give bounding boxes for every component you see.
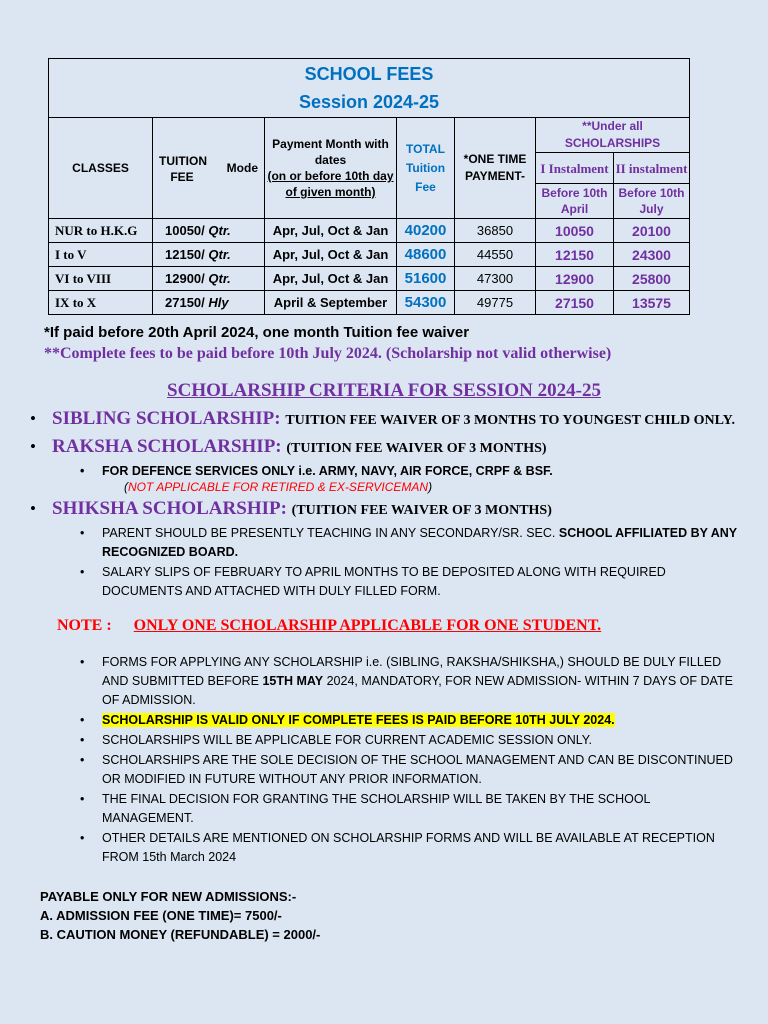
class-cell: IX to X	[49, 291, 153, 315]
table-row	[49, 243, 690, 267]
col-inst1: I Instalment	[536, 153, 614, 184]
inst1-cell: 12150	[536, 243, 614, 267]
bullet: •	[30, 409, 36, 428]
fees-title	[49, 59, 690, 118]
rule-3-text: SCHOLARSHIPS WILL BE APPLICABLE FOR CURRENT ACADEMIC SESSION ONLY.	[102, 733, 592, 747]
tuition-fee: 10050/	[165, 223, 205, 238]
col-inst2-date: Before 10th July	[614, 184, 690, 219]
raksha-point-text: FOR DEFENCE SERVICES ONLY i.e. ARMY, NAVY, AIR FORCE, CRPF & BSF.	[102, 464, 553, 478]
onetime-cell: 36850	[455, 219, 536, 243]
raksha-point: • FOR DEFENCE SERVICES ONLY i.e. ARMY, NAVY, AIR FORCE, CRPF & BSF.	[80, 462, 740, 481]
shiksha-point-2: • SALARY SLIPS OF FEBRUARY TO APRIL MONTHS TO BE DEPOSITED ALONG WITH REQUIRED DOCUMENTS AND ATTACHED WITH DULY FILLED FORM.	[80, 563, 740, 601]
note-text: ONLY ONE SCHOLARSHIP APPLICABLE FOR ONE STUDENT.	[133, 617, 602, 634]
inst2-cell: 20100	[614, 219, 690, 243]
rule-1b: 15TH MAY	[262, 674, 324, 688]
fees-table	[48, 58, 690, 315]
total-cell: 51600	[397, 267, 455, 291]
rule-3: • SCHOLARSHIPS WILL BE APPLICABLE FOR CURRENT ACADEMIC SESSION ONLY.	[80, 731, 740, 750]
months-cell: Apr, Jul, Oct & Jan	[265, 267, 397, 291]
onetime-cell: 47300	[455, 267, 536, 291]
criteria-title: SCHOLARSHIP CRITERIA FOR SESSION 2024-25	[167, 380, 601, 401]
rule-4: • SCHOLARSHIPS ARE THE SOLE DECISION OF THE SCHOOL MANAGEMENT AND CAN BE DISCONTINUED OR MODIFIED IN FUTURE WITHOUT ANY PRIOR INFORMATION.	[80, 751, 740, 789]
inst1-cell: 27150	[536, 291, 614, 315]
page-title: SCHOOL FEES	[304, 64, 434, 84]
rule-2-text: SCHOLARSHIP IS VALID ONLY IF COMPLETE FEES IS PAID BEFORE 10TH JULY 2024.	[102, 713, 615, 727]
payable-section	[40, 887, 320, 944]
shiksha-name: SHIKSHA SCHOLARSHIP	[52, 498, 281, 519]
shiksha-desc: (TUITION FEE WAIVER OF 3 MONTHS)	[291, 503, 552, 518]
table-row	[49, 219, 690, 243]
raksha-name: RAKSHA SCHOLARSHIP	[52, 436, 276, 457]
col-inst1-date: Before 10th April	[536, 184, 614, 219]
fee-mode: Qtr.	[208, 271, 231, 286]
shiksha-point-1b: SCHOOL AFFILIATED BY ANY RECOGNIZED BOARD.	[102, 526, 737, 559]
shiksha-point-1: • PARENT SHOULD BE PRESENTLY TEACHING IN ANY SECONDARY/SR. SEC. SCHOOL AFFILIATED BY ANY RECOGNIZED BOARD.	[80, 526, 737, 559]
rule-5: • THE FINAL DECISION FOR GRANTING THE SCHOLARSHIP WILL BE TAKEN BY THE SCHOOL MANAGEMENT.	[80, 790, 740, 828]
note-line	[57, 617, 601, 635]
col-payment-month	[265, 118, 397, 219]
bullet: •	[30, 437, 36, 456]
tuition-fee: 12900/	[165, 271, 205, 286]
inst1-cell: 12900	[536, 267, 614, 291]
sibling-desc: TUITION FEE WAIVER OF 3 MONTHS TO YOUNGEST CHILD ONLY.	[285, 413, 736, 428]
sibling-name: SIBLING SCHOLARSHIP	[52, 408, 275, 429]
rule-2: • SCHOLARSHIP IS VALID ONLY IF COMPLETE FEES IS PAID BEFORE 10TH JULY 2024.	[80, 713, 615, 727]
waiver-note: *If paid before 20th April 2024, one month Tuition fee waiver	[44, 324, 470, 341]
fee-notes	[44, 322, 744, 364]
fee-mode: Qtr.	[208, 247, 231, 262]
note-label: NOTE :	[57, 617, 112, 634]
tuition-cell	[153, 291, 265, 315]
onetime-cell: 49775	[455, 291, 536, 315]
rule-6: • OTHER DETAILS ARE MENTIONED ON SCHOLARSHIP FORMS AND WILL BE AVAILABLE AT RECEPTION FROM 15th March 2024	[80, 829, 740, 867]
raksha-desc: (TUITION FEE WAIVER OF 3 MONTHS)	[286, 441, 547, 456]
table-row	[49, 291, 690, 315]
total-cell: 54300	[397, 291, 455, 315]
class-cell: NUR to H.K.G	[49, 219, 153, 243]
raksha-scholarship: • RAKSHA SCHOLARSHIP: (TUITION FEE WAIVER OF 3 MONTHS)	[30, 436, 547, 457]
rule-5-text: THE FINAL DECISION FOR GRANTING THE SCHOLARSHIP WILL BE TAKEN BY THE SCHOOL MANAGEMENT.	[102, 792, 651, 825]
caution-money: B. CAUTION MONEY (REFUNDABLE) = 2000/-	[40, 927, 321, 942]
months-cell: Apr, Jul, Oct & Jan	[265, 243, 397, 267]
rule-1: • FORMS FOR APPLYING ANY SCHOLARSHIP i.e. (SIBLING, RAKSHA/SHIKSHA,) SHOULD BE DULY FILLED AND SUBMITTED BEFORE 15TH MAY 2024, MANDATORY, FOR NEW ADMISSION- WITHIN 7 DAYS OF DATE OF ADMISSION.	[80, 655, 733, 707]
col-one-time: *ONE TIME PAYMENT-	[455, 118, 536, 219]
months-cell: Apr, Jul, Oct & Jan	[265, 219, 397, 243]
col-total: TOTAL Tuition Fee	[397, 118, 455, 219]
sibling-scholarship: • SIBLING SCHOLARSHIP: TUITION FEE WAIVER OF 3 MONTHS TO YOUNGEST CHILD ONLY.	[30, 408, 736, 429]
col-payment-month-label: Payment Month with dates	[272, 137, 389, 167]
rule-6-text: OTHER DETAILS ARE MENTIONED ON SCHOLARSHIP FORMS AND WILL BE AVAILABLE AT RECEPTION FROM 15th March 2024	[102, 831, 715, 864]
bullet: •	[30, 499, 36, 518]
col-scholarship: **Under all SCHOLARSHIPS	[536, 118, 690, 153]
shiksha-point-2-text: SALARY SLIPS OF FEBRUARY TO APRIL MONTHS TO BE DEPOSITED ALONG WITH REQUIRED DOCUMENTS AND ATTACHED WITH DULY FILLED FORM.	[102, 565, 666, 598]
tuition-fee: 12150/	[165, 247, 205, 262]
fee-mode: Hly	[208, 295, 229, 310]
months-cell: April & September	[265, 291, 397, 315]
tuition-cell	[153, 267, 265, 291]
shiksha-scholarship: • SHIKSHA SCHOLARSHIP: (TUITION FEE WAIVER OF 3 MONTHS)	[30, 498, 552, 519]
class-cell: I to V	[49, 243, 153, 267]
tuition-cell	[153, 243, 265, 267]
inst2-cell: 25800	[614, 267, 690, 291]
inst1-cell: 10050	[536, 219, 614, 243]
rule-4-text: SCHOLARSHIPS ARE THE SOLE DECISION OF THE SCHOOL MANAGEMENT AND CAN BE DISCONTINUED OR MODIFIED IN FUTURE WITHOUT ANY PRIOR INFORMATION.	[102, 753, 733, 786]
onetime-cell: 44550	[455, 243, 536, 267]
rule-1c: 2024, MANDATORY, FOR NEW ADMISSION- WITHIN 7 DAYS OF DATE OF ADMISSION.	[102, 674, 733, 707]
table-row	[49, 267, 690, 291]
rule-1a: FORMS FOR APPLYING ANY SCHOLARSHIP i.e. (SIBLING, RAKSHA/SHIKSHA,) SHOULD BE DULY FILLED AND SUBMITTED BEFORE	[102, 655, 722, 688]
session-label: Session 2024-25	[298, 92, 440, 112]
inst2-cell: 13575	[614, 291, 690, 315]
class-cell: VI to VIII	[49, 267, 153, 291]
shiksha-point-1a: PARENT SHOULD BE PRESENTLY TEACHING IN ANY SECONDARY/SR. SEC.	[102, 526, 556, 540]
raksha-exclusion: (NOT APPLICABLE FOR RETIRED & EX-SERVICEMAN)	[124, 480, 433, 494]
col-inst2: II instalment	[614, 153, 690, 184]
admission-fee: A. ADMISSION FEE (ONE TIME)= 7500/-	[40, 908, 282, 923]
col-tuition	[153, 118, 265, 219]
total-cell: 40200	[397, 219, 455, 243]
col-classes: CLASSES	[49, 118, 153, 219]
raksha-exclusion-text: NOT APPLICABLE FOR RETIRED & EX-SERVICEMAN	[128, 480, 429, 494]
total-cell: 48600	[397, 243, 455, 267]
col-tuition-label: TUITION FEE	[159, 154, 207, 184]
complete-fees-note: **Complete fees to be paid before 10th July 2024. (Scholarship not valid otherwise)	[44, 345, 612, 362]
tuition-cell	[153, 219, 265, 243]
fee-mode: Qtr.	[208, 223, 231, 238]
col-payment-note: (on or before 10th day of given month)	[267, 169, 394, 199]
payable-title: PAYABLE ONLY FOR NEW ADMISSIONS:-	[40, 889, 297, 904]
inst2-cell: 24300	[614, 243, 690, 267]
tuition-fee: 27150/	[165, 295, 205, 310]
col-mode-label: Mode	[226, 161, 258, 175]
